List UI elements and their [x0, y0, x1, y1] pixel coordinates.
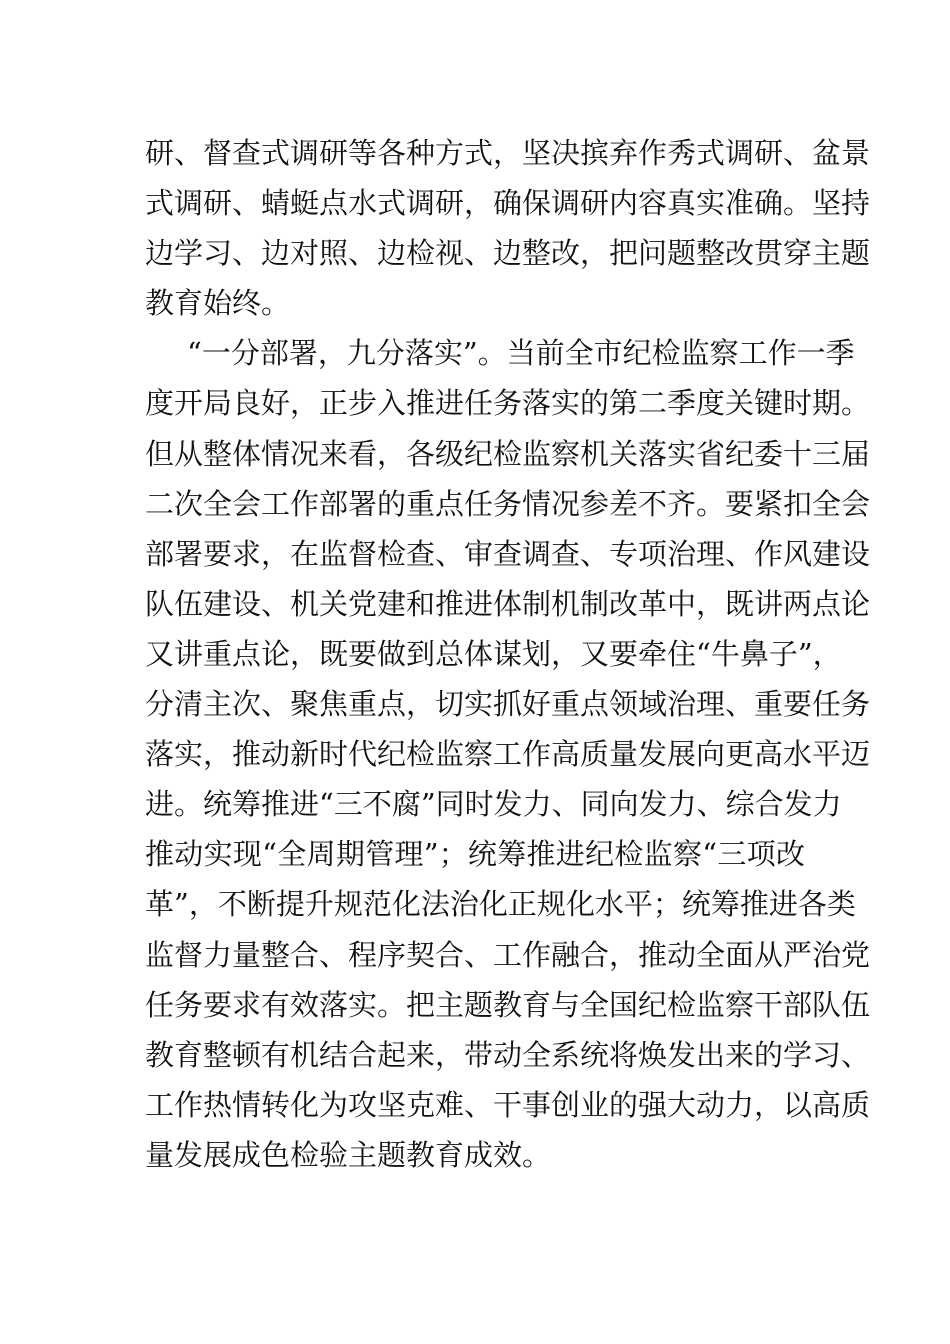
text-line: 监督力量整合、程序契合、工作融合，推动全面从严治党	[145, 937, 871, 972]
text-line: 推动实现“全周期管理”；统筹推进纪检监察“三项改	[145, 837, 805, 872]
text-line: 度开局良好，正步入推进任务落实的第二季度关键时期。	[145, 386, 871, 421]
text-line: 革”，不断提升规范化法治化正规化水平；统筹推进各类	[145, 887, 856, 922]
text-line: 式调研、蜻蜓点水式调研，确保调研内容真实准确。坚持	[145, 186, 871, 221]
text-line: 落实，推动新时代纪检监察工作高质量发展向更高水平迈	[145, 737, 871, 772]
text-line: 工作热情转化为攻坚克难、干事创业的强大动力，以高质	[145, 1087, 871, 1122]
text-line: 任务要求有效落实。把主题教育与全国纪检监察干部队伍	[145, 987, 871, 1022]
text-line: 队伍建设、机关党建和推进体制机制改革中，既讲两点论	[145, 586, 871, 621]
text-line: 量发展成色检验主题教育成效。	[145, 1137, 552, 1172]
text-line: 分清主次、聚焦重点，切实抓好重点领域治理、重要任务	[145, 687, 871, 722]
text-line: 又讲重点论，既要做到总体谋划，又要牵住“牛鼻子”，	[145, 636, 842, 671]
text-line: 但从整体情况来看，各级纪检监察机关落实省纪委十三届	[145, 436, 871, 471]
text-line: 部署要求，在监督检查、审查调查、专项治理、作风建设	[145, 536, 871, 571]
text-line: 教育始终。	[145, 286, 291, 321]
body-text	[145, 128, 871, 1180]
text-line: “一分部署，九分落实”。当前全市纪检监察工作一季	[187, 336, 855, 371]
text-line: 教育整顿有机结合起来，带动全系统将焕发出来的学习、	[145, 1037, 871, 1072]
paragraph-2	[145, 328, 871, 1180]
text-line: 研、督查式调研等各种方式，坚决摈弃作秀式调研、盆景	[145, 136, 871, 170]
text-line: 二次全会工作部署的重点任务情况参差不齐。要紧扣全会	[145, 486, 871, 521]
text-line: 进。统筹推进“三不腐”同时发力、同向发力、综合发力	[145, 787, 842, 822]
text-line: 边学习、边对照、边检视、边整改，把问题整改贯穿主题	[145, 236, 871, 271]
paragraph-1	[145, 128, 871, 328]
